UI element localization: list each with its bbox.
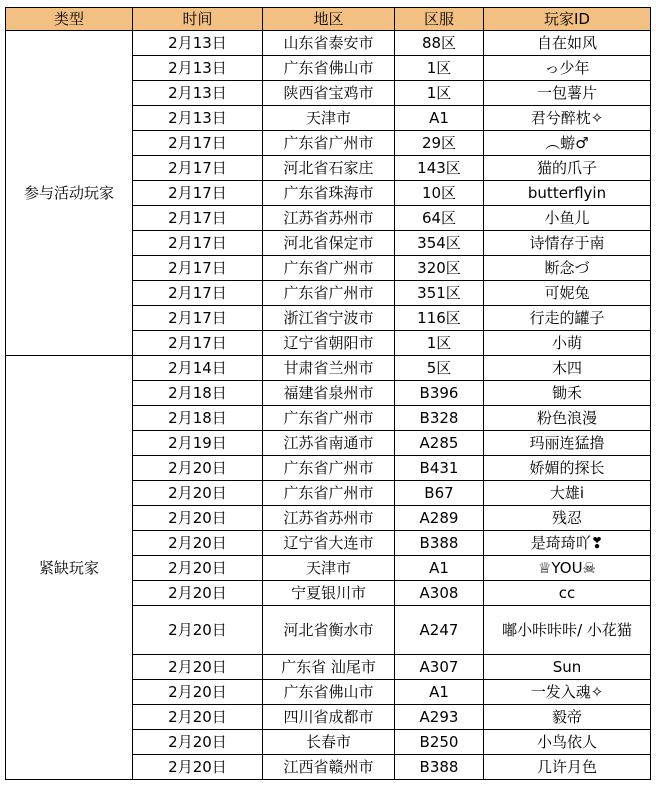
player-id-cell: 是琦琦吖❣ xyxy=(484,531,651,556)
player-id-cell: 几许月色 xyxy=(484,755,651,780)
region-cell: 广东省佛山市 xyxy=(263,56,395,81)
region-cell: 山东省泰安市 xyxy=(263,31,395,56)
player-id-cell: 小鱼儿 xyxy=(484,206,651,231)
time-cell: 2月17日 xyxy=(133,156,263,181)
player-id-cell: ♕YOU☠ xyxy=(484,556,651,581)
table-row xyxy=(6,31,651,56)
server-cell: 1区 xyxy=(395,56,484,81)
region-cell: 甘肃省兰州市 xyxy=(263,356,395,381)
region-cell: 宁夏银川市 xyxy=(263,581,395,606)
header-type: 类型 xyxy=(6,8,133,31)
region-cell: 广东省广州市 xyxy=(263,256,395,281)
server-cell: 88区 xyxy=(395,31,484,56)
player-id-cell: 断念づ xyxy=(484,256,651,281)
region-cell: 江苏省苏州市 xyxy=(263,506,395,531)
time-cell: 2月20日 xyxy=(133,755,263,780)
player-id-cell: 诗情存于南 xyxy=(484,231,651,256)
table-row xyxy=(6,356,651,381)
region-cell: 广东省广州市 xyxy=(263,281,395,306)
time-cell: 2月20日 xyxy=(133,506,263,531)
time-cell: 2月17日 xyxy=(133,206,263,231)
player-id-cell: 可妮兔 xyxy=(484,281,651,306)
player-id-cell: 一发入魂✧ xyxy=(484,680,651,705)
region-cell: 广东省广州市 xyxy=(263,481,395,506)
time-cell: 2月13日 xyxy=(133,31,263,56)
region-cell: 福建省泉州市 xyxy=(263,381,395,406)
server-cell: B328 xyxy=(395,406,484,431)
player-id-cell: 小萌 xyxy=(484,331,651,356)
header-row xyxy=(6,8,651,31)
time-cell: 2月18日 xyxy=(133,406,263,431)
server-cell: A307 xyxy=(395,655,484,680)
header-time: 时间 xyxy=(133,8,263,31)
server-cell: 5区 xyxy=(395,356,484,381)
time-cell: 2月20日 xyxy=(133,456,263,481)
time-cell: 2月20日 xyxy=(133,655,263,680)
player-id-cell: 大雄i xyxy=(484,481,651,506)
server-cell: A285 xyxy=(395,431,484,456)
region-cell: 辽宁省朝阳市 xyxy=(263,331,395,356)
player-id-cell: 锄禾 xyxy=(484,381,651,406)
server-cell: B67 xyxy=(395,481,484,506)
header-server: 区服 xyxy=(395,8,484,31)
region-cell: 长春市 xyxy=(263,730,395,755)
region-cell: 江苏省苏州市 xyxy=(263,206,395,231)
region-cell: 广东省珠海市 xyxy=(263,181,395,206)
time-cell: 2月17日 xyxy=(133,181,263,206)
player-id-cell: Sun xyxy=(484,655,651,680)
server-cell: 29区 xyxy=(395,131,484,156)
time-cell: 2月13日 xyxy=(133,81,263,106)
time-cell: 2月20日 xyxy=(133,581,263,606)
region-cell: 天津市 xyxy=(263,556,395,581)
time-cell: 2月17日 xyxy=(133,131,263,156)
player-id-cell: 自在如风 xyxy=(484,31,651,56)
server-cell: 320区 xyxy=(395,256,484,281)
player-id-cell: butterflyin xyxy=(484,181,651,206)
time-cell: 2月14日 xyxy=(133,356,263,381)
server-cell: 143区 xyxy=(395,156,484,181)
time-cell: 2月13日 xyxy=(133,106,263,131)
server-cell: 64区 xyxy=(395,206,484,231)
region-cell: 四川省成都市 xyxy=(263,705,395,730)
header-player-id: 玩家ID xyxy=(484,8,651,31)
player-id-cell: 猫的爪子 xyxy=(484,156,651,181)
region-cell: 广东省 汕尾市 xyxy=(263,655,395,680)
server-cell: A1 xyxy=(395,556,484,581)
region-cell: 浙江省宁波市 xyxy=(263,306,395,331)
player-id-cell: 行走的罐子 xyxy=(484,306,651,331)
player-id-cell: ︵蝣♂ xyxy=(484,131,651,156)
server-cell: A308 xyxy=(395,581,484,606)
server-cell: A1 xyxy=(395,106,484,131)
region-cell: 广东省广州市 xyxy=(263,406,395,431)
region-cell: 广东省佛山市 xyxy=(263,680,395,705)
server-cell: A1 xyxy=(395,680,484,705)
region-cell: 江苏省南通市 xyxy=(263,431,395,456)
server-cell: B388 xyxy=(395,531,484,556)
server-cell: B250 xyxy=(395,730,484,755)
time-cell: 2月13日 xyxy=(133,56,263,81)
region-cell: 江西省赣州市 xyxy=(263,755,395,780)
region-cell: 河北省保定市 xyxy=(263,231,395,256)
type-cell: 紧缺玩家 xyxy=(6,356,133,780)
time-cell: 2月20日 xyxy=(133,606,263,655)
player-id-cell: 嘟小咔咔咔/ 小花猫 xyxy=(484,606,651,655)
server-cell: 116区 xyxy=(395,306,484,331)
server-cell: 10区 xyxy=(395,181,484,206)
time-cell: 2月20日 xyxy=(133,556,263,581)
player-id-cell: 残忍 xyxy=(484,506,651,531)
player-id-cell: 粉色浪漫 xyxy=(484,406,651,431)
server-cell: B396 xyxy=(395,381,484,406)
time-cell: 2月19日 xyxy=(133,431,263,456)
region-cell: 陕西省宝鸡市 xyxy=(263,81,395,106)
player-id-cell: 毅帝 xyxy=(484,705,651,730)
time-cell: 2月20日 xyxy=(133,680,263,705)
region-cell: 广东省广州市 xyxy=(263,456,395,481)
player-id-cell: 玛丽连猛撸 xyxy=(484,431,651,456)
time-cell: 2月17日 xyxy=(133,231,263,256)
player-id-cell: cc xyxy=(484,581,651,606)
region-cell: 河北省衡水市 xyxy=(263,606,395,655)
player-id-cell: 木四 xyxy=(484,356,651,381)
server-cell: 1区 xyxy=(395,331,484,356)
server-cell: 354区 xyxy=(395,231,484,256)
server-cell: B388 xyxy=(395,755,484,780)
server-cell: A247 xyxy=(395,606,484,655)
server-cell: A289 xyxy=(395,506,484,531)
player-table xyxy=(5,7,651,780)
server-cell: B431 xyxy=(395,456,484,481)
time-cell: 2月18日 xyxy=(133,381,263,406)
player-id-cell: っ少年 xyxy=(484,56,651,81)
player-id-cell: 君兮醉枕✧ xyxy=(484,106,651,131)
server-cell: 351区 xyxy=(395,281,484,306)
server-cell: 1区 xyxy=(395,81,484,106)
player-id-cell: 小鸟依人 xyxy=(484,730,651,755)
region-cell: 河北省石家庄 xyxy=(263,156,395,181)
player-id-cell: 娇媚的探长 xyxy=(484,456,651,481)
region-cell: 天津市 xyxy=(263,106,395,131)
time-cell: 2月20日 xyxy=(133,705,263,730)
time-cell: 2月17日 xyxy=(133,256,263,281)
time-cell: 2月20日 xyxy=(133,481,263,506)
time-cell: 2月17日 xyxy=(133,281,263,306)
type-cell: 参与活动玩家 xyxy=(6,31,133,356)
time-cell: 2月17日 xyxy=(133,331,263,356)
region-cell: 辽宁省大连市 xyxy=(263,531,395,556)
player-id-cell: 一包薯片 xyxy=(484,81,651,106)
header-region: 地区 xyxy=(263,8,395,31)
time-cell: 2月17日 xyxy=(133,306,263,331)
server-cell: A293 xyxy=(395,705,484,730)
time-cell: 2月20日 xyxy=(133,730,263,755)
time-cell: 2月20日 xyxy=(133,531,263,556)
region-cell: 广东省广州市 xyxy=(263,131,395,156)
table-body xyxy=(6,31,651,780)
